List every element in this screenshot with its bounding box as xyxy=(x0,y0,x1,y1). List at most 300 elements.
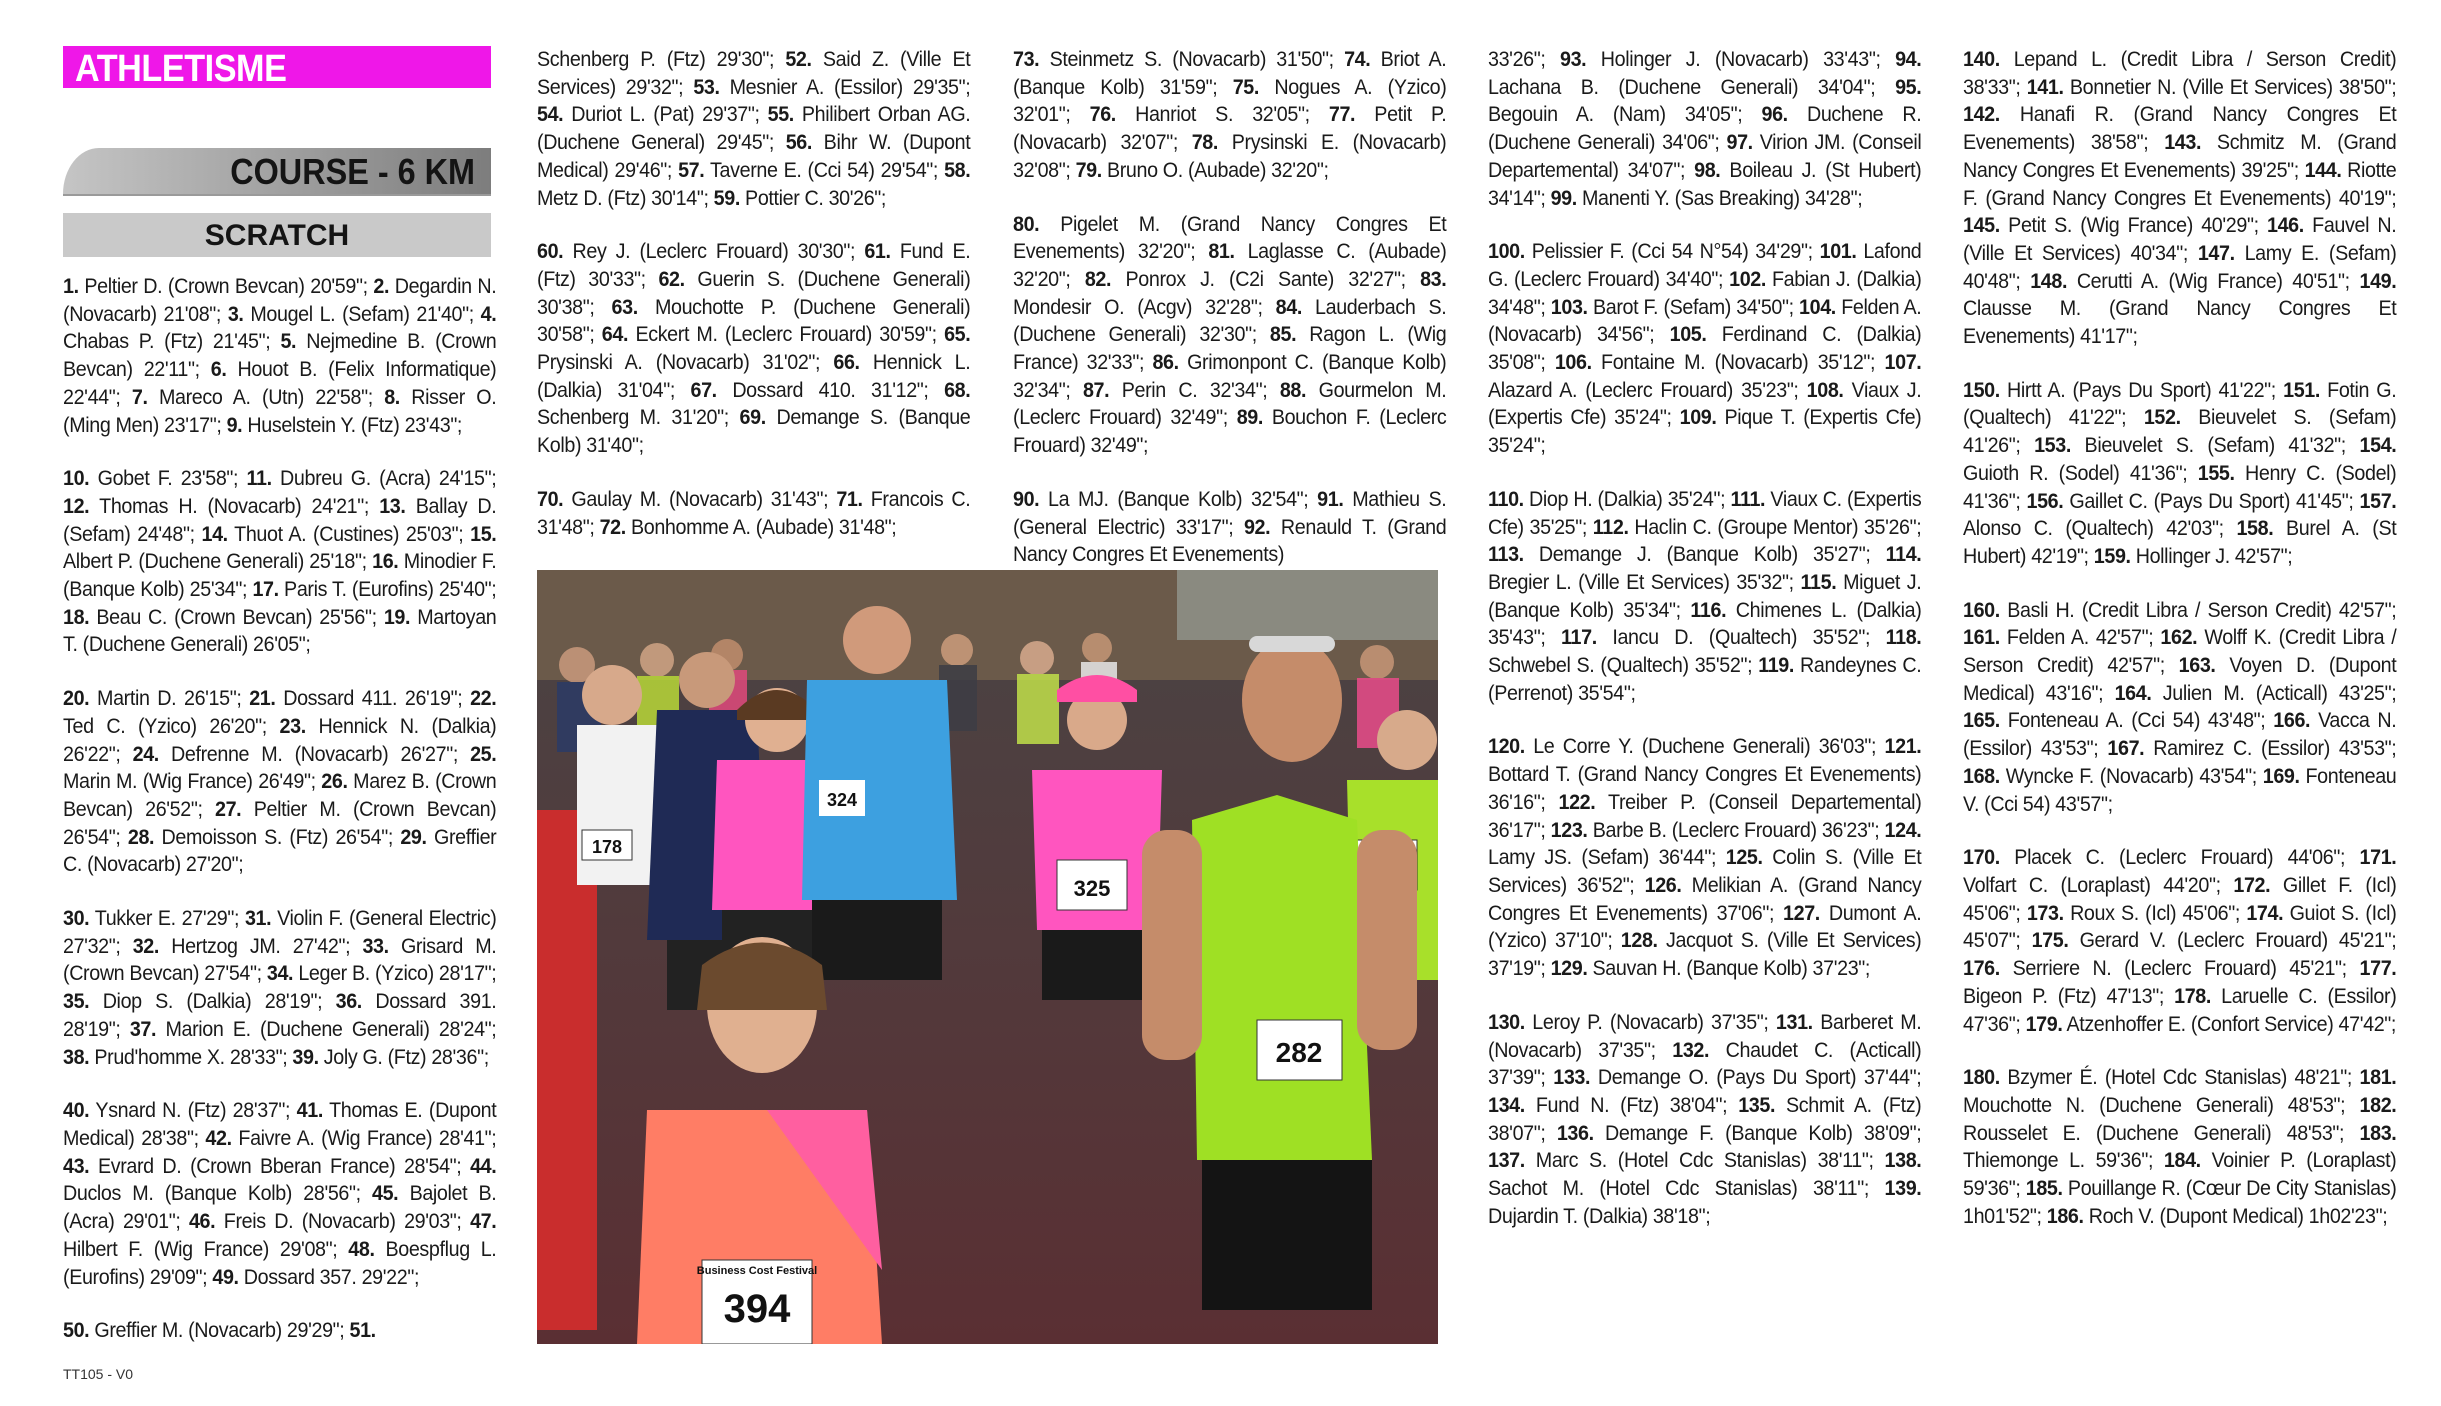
rank-number: 137. xyxy=(1488,1149,1525,1173)
result-entry: Joly G. (Ftz) 28'36"; xyxy=(318,1045,489,1069)
rank-number: 141. xyxy=(2026,75,2064,99)
result-entry: Demange F. (Banque Kolb) 38'09"; xyxy=(1593,1121,1922,1145)
result-entry: Hollinger J. 42'57"; xyxy=(2130,544,2293,568)
rank-number: 175. xyxy=(2031,929,2069,953)
rank-number: 185. xyxy=(2025,1177,2063,1201)
result-entry: Marion E. (Duchene Generali) 28'24"; xyxy=(156,1017,497,1041)
rank-number: 55. xyxy=(767,103,794,127)
rank-number: 171. xyxy=(2359,846,2397,870)
result-entry: Martin D. 26'15"; xyxy=(89,687,250,711)
rank-number: 11. xyxy=(246,467,272,491)
rank-number: 25. xyxy=(470,742,497,766)
result-entry: Bonnetier N. (Ville Et Services) 38'50"; xyxy=(2063,75,2397,99)
result-entry: Lachana B. (Duchene Generali) 34'04"; xyxy=(1488,75,1896,99)
rank-number: 87. xyxy=(1082,378,1110,402)
rank-number: 42. xyxy=(205,1126,232,1150)
rank-number: 163. xyxy=(2178,654,2216,678)
result-entry: Boespflug L. (Eurofins) 29'09"; xyxy=(63,1237,497,1289)
rank-number: 69. xyxy=(739,406,766,430)
result-entry: Bigeon P. (Ftz) 47'13"; xyxy=(1963,984,2175,1008)
rank-number: 51. xyxy=(349,1319,376,1343)
result-entry: Schmit A. (Ftz) 38'07"; xyxy=(1488,1093,1922,1145)
result-entry: Taverne E. (Cci 54) 29'54"; xyxy=(704,158,945,182)
result-entry: Martoyan T. (Duchene Generali) 26'05"; xyxy=(63,605,497,657)
result-entry: Mouchotte P. (Duchene Generali) 30'58"; xyxy=(537,295,971,347)
rank-number: 6. xyxy=(210,358,227,382)
result-entry: Dossard 410. 31'12"; xyxy=(716,378,945,402)
rank-number: 89. xyxy=(1236,406,1263,430)
result-entry: Mesnier A. (Essilor) 29'35"; xyxy=(719,75,971,99)
rank-number: 19. xyxy=(383,605,411,629)
rank-number: 156. xyxy=(2026,489,2064,513)
result-entry: Duchene R. (Duchene Generali) 34'06"; xyxy=(1488,103,1922,155)
results-paragraph xyxy=(537,238,970,460)
result-entry: Gaillet C. (Pays Du Sport) 41'45"; xyxy=(2063,489,2360,513)
rank-number: 170. xyxy=(1963,846,2000,870)
rank-number: 7. xyxy=(131,385,148,409)
result-entry: Chabas P. (Ftz) 21'45"; xyxy=(63,330,281,354)
results-paragraph xyxy=(1963,1064,2396,1230)
results-column-2 xyxy=(537,46,970,567)
result-entry: Huselstein Y. (Ftz) 23'43"; xyxy=(242,413,463,437)
rank-number: 66. xyxy=(833,351,860,375)
result-entry: Thuot A. (Custines) 25'03"; xyxy=(227,522,471,546)
result-entry: Sachot M. (Hotel Cdc Stanislas) 38'11"; xyxy=(1488,1177,1885,1201)
result-entry: Le Corre Y. (Duchene Generali) 36'03"; xyxy=(1524,735,1885,759)
rank-number: 114. xyxy=(1885,543,1922,567)
result-entry: Voinier P. (Loraplast) 59'36"; xyxy=(1963,1149,2397,1201)
rank-number: 2. xyxy=(373,275,390,298)
rank-number: 61. xyxy=(864,240,891,264)
rank-number: 103. xyxy=(1550,295,1588,319)
results-paragraph xyxy=(1013,46,1446,185)
result-entry: Chimenes L. (Dalkia) 35'43"; xyxy=(1488,598,1922,650)
bib-header: Business Cost Festival xyxy=(696,1265,818,1277)
rank-number: 64. xyxy=(601,323,629,347)
rank-number: 54. xyxy=(537,103,564,127)
result-entry: Pottier C. 30'26"; xyxy=(739,186,887,210)
result-entry: Demange S. (Banque Kolb) 31'40"; xyxy=(537,406,971,458)
rank-number: 39. xyxy=(292,1045,319,1069)
result-entry: Prysinski A. (Novacarb) 31'02"; xyxy=(537,351,834,375)
result-entry: Bieuvelet S. (Sefam) 41'32"; xyxy=(2070,434,2360,458)
rank-number: 8. xyxy=(384,385,400,409)
result-entry: Gillet F. (Icl) 45'06"; xyxy=(1963,873,2397,925)
rank-number: 98. xyxy=(1694,158,1721,182)
result-entry: Viaux C. (Expertis Cfe) 35'25"; xyxy=(1488,487,1922,539)
result-entry: Schwebel S. (Qualtech) 35'52"; xyxy=(1488,654,1759,678)
result-entry: Rousselet E. (Duchene Generali) 48'53"; xyxy=(1963,1121,2360,1145)
rank-number: 157. xyxy=(2359,489,2397,513)
rank-number: 179. xyxy=(2025,1012,2063,1036)
result-entry: Risser O. (Ming Men) 23'17"; xyxy=(63,385,497,437)
rank-number: 115. xyxy=(1800,570,1837,594)
rank-number: 14. xyxy=(201,522,228,546)
rank-number: 96. xyxy=(1761,103,1788,127)
rank-number: 140. xyxy=(1963,48,2000,71)
result-entry: Rey J. (Leclerc Frouard) 30'30"; xyxy=(563,240,865,264)
rank-number: 168. xyxy=(1963,764,2000,788)
result-entry: Gobet F. 23'58"; xyxy=(89,467,247,491)
rank-number: 155. xyxy=(2197,461,2235,485)
result-entry: Henry C. (Sodel) 41'36"; xyxy=(1963,461,2397,513)
result-entry: Nogues A. (Yzico) 32'01"; xyxy=(1013,75,1447,127)
rank-number: 4. xyxy=(480,302,497,326)
rank-number: 74. xyxy=(1344,48,1371,71)
result-entry: Jacquot S. (Ville Et Services) 37'19"; xyxy=(1488,929,1922,981)
rank-number: 145. xyxy=(1963,214,2000,238)
rank-number: 77. xyxy=(1328,103,1356,127)
rank-number: 126. xyxy=(1644,873,1682,897)
result-entry: Voyen D. (Dupont Medical) 43'16"; xyxy=(1963,654,2397,705)
rank-number: 71. xyxy=(836,487,863,511)
rank-number: 99. xyxy=(1550,186,1577,210)
result-entry: Minodier F. (Banque Kolb) 25'34"; xyxy=(63,550,497,602)
rank-number: 37. xyxy=(129,1017,157,1041)
result-entry: Degardin N. (Novacarb) 21'08"; xyxy=(63,275,497,326)
results-paragraph xyxy=(1488,1009,1921,1231)
result-entry: Said Z. (Ville Et Services) 29'32"; xyxy=(537,48,971,99)
rank-number: 94. xyxy=(1895,48,1922,71)
results-column-4 xyxy=(1488,46,1921,1256)
rank-number: 119. xyxy=(1758,654,1794,678)
category-tag xyxy=(63,213,491,257)
result-entry: Dujardin T. (Dalkia) 38'18"; xyxy=(1488,1204,1711,1228)
result-entry: Melikian A. (Grand Nancy Congres Et Evenements) 37'06"; xyxy=(1488,873,1922,925)
result-entry: Greffier C. (Novacarb) 27'20"; xyxy=(63,825,497,877)
rank-number: 88. xyxy=(1279,378,1307,402)
rank-number: 38. xyxy=(63,1045,90,1069)
result-entry: Burel A. (St Hubert) 42'19"; xyxy=(1963,517,2397,568)
rank-number: 58. xyxy=(944,158,971,182)
result-entry: Prysinski E. (Novacarb) 32'08"; xyxy=(1013,131,1447,182)
result-entry: Lamy E. (Sefam) 40'48"; xyxy=(1963,241,2397,293)
result-entry: Hennick N. (Dalkia) 26'22"; xyxy=(63,714,497,766)
rank-number: 84. xyxy=(1275,295,1302,319)
result-entry: Ballay D. (Sefam) 24'48"; xyxy=(63,494,497,546)
rank-number: 105. xyxy=(1669,323,1707,347)
page-code: TT105 - V0 xyxy=(63,1366,134,1382)
result-entry: Basli H. (Credit Libra / Serson Credit) 42'57"; xyxy=(1999,598,2397,622)
rank-number: 10. xyxy=(63,467,90,491)
rank-number: 162. xyxy=(2160,626,2198,650)
result-entry: Mathieu S. (General Electric) 33'17"; xyxy=(1013,487,1447,539)
rank-number: 182. xyxy=(2359,1093,2397,1117)
result-entry: Mareco A. (Utn) 22'58"; xyxy=(147,385,385,409)
result-entry: Bregier L. (Ville Et Services) 35'32"; xyxy=(1488,570,1801,594)
result-entry: Barberet M. (Novacarb) 37'35"; xyxy=(1488,1010,1922,1062)
result-entry: Renauld T. (Grand Nancy Congres Et Evenements) xyxy=(1013,515,1447,567)
result-entry: Leger B. (Yzico) 28'17"; xyxy=(293,962,497,986)
result-entry: Philibert Orban AG. (Duchene General) 29'45"; xyxy=(537,103,971,155)
rank-number: 153. xyxy=(2034,434,2071,458)
result-entry: Fund E. (Ftz) 30'33"; xyxy=(537,240,971,291)
result-entry: Demoisson S. (Ftz) 26'54"; xyxy=(154,825,401,849)
rank-number: 134. xyxy=(1488,1093,1525,1117)
rank-number: 81. xyxy=(1208,240,1235,264)
result-entry: Gourmelon M. (Leclerc Frouard) 32'49"; xyxy=(1013,378,1447,430)
result-entry: Freis D. (Novacarb) 29'03"; xyxy=(215,1210,471,1234)
result-entry: Bieuvelet S. (Sefam) 41'26"; xyxy=(1963,406,2397,458)
result-entry: Gaulay M. (Novacarb) 31'43"; xyxy=(563,487,837,511)
rank-number: 45. xyxy=(372,1182,399,1206)
race-title: COURSE - 6 KM xyxy=(230,151,475,192)
rank-number: 117. xyxy=(1561,626,1597,650)
rank-number: 144. xyxy=(2304,158,2342,182)
result-entry: Thomas E. (Dupont Medical) 28'38"; xyxy=(63,1099,497,1150)
result-entry: Bonhomme A. (Aubade) 31'48"; xyxy=(625,515,897,539)
result-entry: Bouchon F. (Leclerc Frouard) 32'49"; xyxy=(1013,406,1447,458)
rank-number: 164. xyxy=(2114,681,2152,705)
rank-number: 23. xyxy=(279,714,306,738)
result-entry: Guiot S. (Icl) 45'07"; xyxy=(1963,901,2397,953)
rank-number: 152. xyxy=(2143,406,2181,430)
result-entry: Holinger J. (Novacarb) 33'43"; xyxy=(1586,48,1896,71)
result-entry: Pigelet M. (Grand Nancy Congres Et Evenements) 32'20"; xyxy=(1013,212,1447,264)
rank-number: 15. xyxy=(470,522,497,546)
result-entry: Steinmetz S. (Novacarb) 31'50"; xyxy=(1039,48,1345,71)
rank-number: 63. xyxy=(611,295,638,319)
result-entry: Lauderbach S. (Duchene Generali) 32'30"; xyxy=(1013,295,1447,347)
result-entry: Marin M. (Wig France) 26'49"; xyxy=(63,770,322,794)
results-paragraph xyxy=(537,486,970,541)
results-paragraph xyxy=(1963,46,2396,351)
rank-number: 40. xyxy=(63,1099,90,1123)
result-entry: Fotin G. (Qualtech) 41'22"; xyxy=(1963,378,2397,430)
result-entry: Ted C. (Yzico) 26'20"; xyxy=(63,714,280,738)
result-entry: Laglasse C. (Aubade) 32'20"; xyxy=(1013,240,1447,291)
rank-number: 139. xyxy=(1884,1177,1922,1201)
result-entry: Metz D. (Ftz) 30'14"; xyxy=(537,186,714,210)
result-entry: Diop S. (Dalkia) 28'19"; xyxy=(89,990,336,1014)
result-entry: Schenberg M. 31'20"; xyxy=(537,406,740,430)
result-entry: Bihr W. (Dupont Medical) 29'46"; xyxy=(537,131,971,182)
result-entry: Randeynes C. (Perrenot) 35'54"; xyxy=(1488,654,1922,705)
section-tag xyxy=(63,46,491,88)
result-entry: Mouchotte N. (Duchene Generali) 48'53"; xyxy=(1963,1093,2360,1117)
rank-number: 30. xyxy=(63,907,90,931)
rank-number: 111. xyxy=(1730,487,1766,511)
rank-number: 27. xyxy=(215,797,242,821)
rank-number: 109. xyxy=(1679,406,1717,430)
result-entry: Riotte F. (Grand Nancy Congres Et Evenements) 40'19"; xyxy=(1963,158,2397,210)
rank-number: 95. xyxy=(1895,75,1922,99)
result-entry: Serriere N. (Leclerc Frouard) 45'21"; xyxy=(1999,957,2360,981)
result-entry: Roux S. (Icl) 45'06"; xyxy=(2063,901,2247,925)
result-entry: Francois C. 31'48"; xyxy=(537,487,971,539)
race-tag xyxy=(63,148,491,194)
rank-number: 148. xyxy=(2030,269,2068,293)
rank-number: 97. xyxy=(1726,131,1753,155)
rank-number: 22. xyxy=(470,687,497,711)
result-entry: Dumont A. (Yzico) 37'10"; xyxy=(1488,901,1922,953)
rank-number: 75. xyxy=(1232,75,1259,99)
rank-number: 78. xyxy=(1191,131,1219,155)
rank-number: 9. xyxy=(226,413,243,437)
result-entry: Ramirez C. (Essilor) 43'53"; xyxy=(2144,737,2397,761)
rank-number: 65. xyxy=(944,323,971,347)
rank-number: 147. xyxy=(2197,241,2235,265)
result-entry: Begouin A. (Nam) 34'05"; xyxy=(1488,103,1762,127)
result-entry: Treiber P. (Conseil Departemental) 36'17"; xyxy=(1488,790,1922,842)
rank-number: 108. xyxy=(1806,378,1844,402)
result-entry: Fabian J. (Dalkia) 34'48"; xyxy=(1488,267,1922,319)
result-entry: Bzymer É. (Hotel Cdc Stanislas) 48'21"; xyxy=(1999,1066,2360,1090)
result-entry: Barbe B. (Leclerc Frouard) 36'23"; xyxy=(1587,818,1885,842)
rank-number: 161. xyxy=(1963,626,2000,650)
result-entry: Sauvan H. (Banque Kolb) 37'23"; xyxy=(1587,957,1871,981)
rank-number: 125. xyxy=(1725,846,1763,870)
result-entry: Bruno O. (Aubade) 32'20"; xyxy=(1101,158,1329,182)
result-entry: Guioth R. (Sodel) 41'36"; xyxy=(1963,461,2198,485)
rank-number: 32. xyxy=(132,934,159,958)
result-entry: Atzenhoffer E. (Confort Service) 47'42"; xyxy=(2062,1012,2397,1036)
rank-number: 172. xyxy=(2233,873,2271,897)
results-paragraph xyxy=(63,685,496,879)
result-entry: Demange O. (Pays Du Sport) 37'44"; xyxy=(1590,1066,1922,1090)
rank-number: 124. xyxy=(1884,818,1922,842)
rank-number: 149. xyxy=(2359,269,2397,293)
rank-number: 113. xyxy=(1488,543,1524,567)
rank-number: 93. xyxy=(1559,48,1587,71)
rank-number: 118. xyxy=(1885,626,1922,650)
rank-number: 52. xyxy=(785,48,812,71)
result-entry: Duclos M. (Banque Kolb) 28'56"; xyxy=(63,1182,373,1206)
rank-number: 165. xyxy=(1963,709,2000,733)
rank-number: 121. xyxy=(1884,735,1922,759)
bib-number: 394 xyxy=(723,1287,791,1331)
rank-number: 138. xyxy=(1884,1149,1922,1173)
result-entry: Marc S. (Hotel Cdc Stanislas) 38'11"; xyxy=(1524,1149,1885,1173)
rank-number: 29. xyxy=(400,825,427,849)
result-entry: Grimonpont C. (Banque Kolb) 32'34"; xyxy=(1013,351,1447,402)
result-entry: Ferdinand C. (Dalkia) 35'08"; xyxy=(1488,323,1922,375)
rank-number: 57. xyxy=(678,158,705,182)
results-column-3 xyxy=(1013,46,1446,595)
result-entry: Petit P. (Novacarb) 32'07"; xyxy=(1013,103,1447,155)
results-column-1 xyxy=(63,273,496,1371)
rank-number: 73. xyxy=(1013,48,1040,71)
rank-number: 82. xyxy=(1084,267,1112,291)
result-entry: Ysnard N. (Ftz) 28'37"; xyxy=(89,1099,297,1123)
result-entry: Vacca N. (Essilor) 43'53"; xyxy=(1963,709,2397,761)
result-entry: Mondesir O. (Acgv) 32'28"; xyxy=(1013,295,1276,319)
rank-number: 49. xyxy=(212,1265,239,1289)
rank-number: 86. xyxy=(1152,351,1179,375)
result-entry: Paris T. (Eurofins) 25'40"; xyxy=(278,578,497,602)
result-entry: Felden A. (Novacarb) 34'56"; xyxy=(1488,295,1922,347)
result-entry: Ragon L. (Wig France) 32'33"; xyxy=(1013,323,1447,375)
results-paragraph xyxy=(1013,211,1446,460)
rank-number: 5. xyxy=(280,330,297,354)
rank-number: 131. xyxy=(1775,1010,1813,1034)
runners-photo-illustration xyxy=(537,570,1438,1344)
result-entry: Leroy P. (Novacarb) 37'35"; xyxy=(1524,1010,1776,1034)
result-entry: Violin F. (General Electric) 27'32"; xyxy=(63,907,497,958)
result-entry: Ponrox J. (C2i Sante) 32'27"; xyxy=(1111,267,1421,291)
rank-number: 24. xyxy=(132,742,159,766)
rank-number: 26. xyxy=(321,770,348,794)
result-entry: Marez B. (Crown Bevcan) 26'52"; xyxy=(63,770,497,821)
rank-number: 36. xyxy=(335,990,362,1014)
rank-number: 135. xyxy=(1738,1093,1776,1117)
result-entry: Julien M. (Acticall) 43'25"; xyxy=(2151,681,2397,705)
rank-number: 41. xyxy=(296,1099,323,1123)
result-entry: Bottard T. (Grand Nancy Congres Et Evenements) 36'16"; xyxy=(1488,763,1922,814)
result-entry: Boileau J. (St Hubert) 34'14"; xyxy=(1488,158,1922,210)
result-entry: Alonso C. (Qualtech) 42'03"; xyxy=(1963,517,2237,541)
rank-number: 12. xyxy=(63,494,90,518)
result-entry: Volfart C. (Loraplast) 44'20"; xyxy=(1963,873,2234,897)
result-entry: Schmitz M. (Grand Nancy Congres Et Evenements) 39'25"; xyxy=(1963,131,2397,182)
rank-number: 79. xyxy=(1075,158,1102,182)
result-entry: Duriot L. (Pat) 29'37"; xyxy=(563,103,768,127)
result-entry: Haclin C. (Groupe Mentor) 35'26"; xyxy=(1628,515,1922,539)
result-entry: Gerard V. (Leclerc Frouard) 45'21"; xyxy=(2068,929,2397,953)
rank-number: 21. xyxy=(249,687,276,711)
rank-number: 106. xyxy=(1554,351,1592,375)
result-entry: Houot B. (Felix Informatique) 22'44"; xyxy=(63,358,497,409)
rank-number: 173. xyxy=(2026,901,2064,925)
result-entry: Hennick L. (Dalkia) 31'04"; xyxy=(537,351,971,402)
category-title: SCRATCH xyxy=(204,219,350,252)
rank-number: 123. xyxy=(1550,818,1588,842)
result-entry: Grisard M. (Crown Bevcan) 27'54"; xyxy=(63,934,497,986)
rank-number: 177. xyxy=(2359,957,2397,981)
results-paragraph xyxy=(1488,46,1921,212)
rank-number: 146. xyxy=(2266,214,2304,238)
result-entry: Schenberg P. (Ftz) 29'30"; xyxy=(537,48,786,71)
result-entry: Alazard A. (Leclerc Frouard) 35'23"; xyxy=(1488,378,1807,402)
bib-number: 324 xyxy=(826,790,858,810)
result-entry: Miguet J. (Banque Kolb) 35'34"; xyxy=(1488,570,1922,622)
bib-number: 282 xyxy=(1275,1037,1323,1068)
result-entry: Guerin S. (Duchene Generali) 30'38"; xyxy=(537,267,971,319)
rank-number: 47. xyxy=(470,1210,497,1234)
result-entry: Cerutti A. (Wig France) 40'51"; xyxy=(2067,269,2360,293)
rank-number: 62. xyxy=(658,267,685,291)
rank-number: 35. xyxy=(63,990,90,1014)
rank-number: 3. xyxy=(227,302,244,326)
results-paragraph xyxy=(1963,597,2396,819)
results-column-5 xyxy=(1963,46,2396,1256)
rank-number: 127. xyxy=(1783,901,1820,925)
result-entry: Manenti Y. (Sas Breaking) 34'28"; xyxy=(1576,186,1863,210)
result-entry: Dossard 357. 29'22"; xyxy=(238,1265,420,1289)
results-paragraph xyxy=(63,465,496,659)
results-paragraph xyxy=(537,46,970,212)
rank-number: 76. xyxy=(1089,103,1116,127)
rank-number: 53. xyxy=(693,75,720,99)
results-paragraph xyxy=(1963,844,2396,1038)
rank-number: 85. xyxy=(1269,323,1297,347)
result-entry: Beau C. (Crown Bevcan) 25'56"; xyxy=(89,605,384,629)
results-paragraph xyxy=(63,1097,496,1291)
rank-number: 150. xyxy=(1963,378,2000,402)
result-entry: Chaudet C. (Acticall) 37'39"; xyxy=(1488,1038,1922,1090)
result-entry: Lamy JS. (Sefam) 36'44"; xyxy=(1488,846,1726,870)
result-entry: Felden A. 42'57"; xyxy=(1999,626,2161,650)
rank-number: 112. xyxy=(1592,515,1629,539)
rank-number: 166. xyxy=(2273,709,2311,733)
result-entry: Barot F. (Sefam) 34'50"; xyxy=(1587,295,1800,319)
section-title: ATHLETISME xyxy=(75,48,287,90)
result-entry: Pelissier F. (Cci 54 N°54) 34'29"; xyxy=(1524,240,1820,264)
rank-number: 34. xyxy=(266,962,294,986)
results-paragraph xyxy=(1488,238,1921,460)
rank-number: 70. xyxy=(537,487,564,511)
rank-number: 101. xyxy=(1819,240,1857,264)
